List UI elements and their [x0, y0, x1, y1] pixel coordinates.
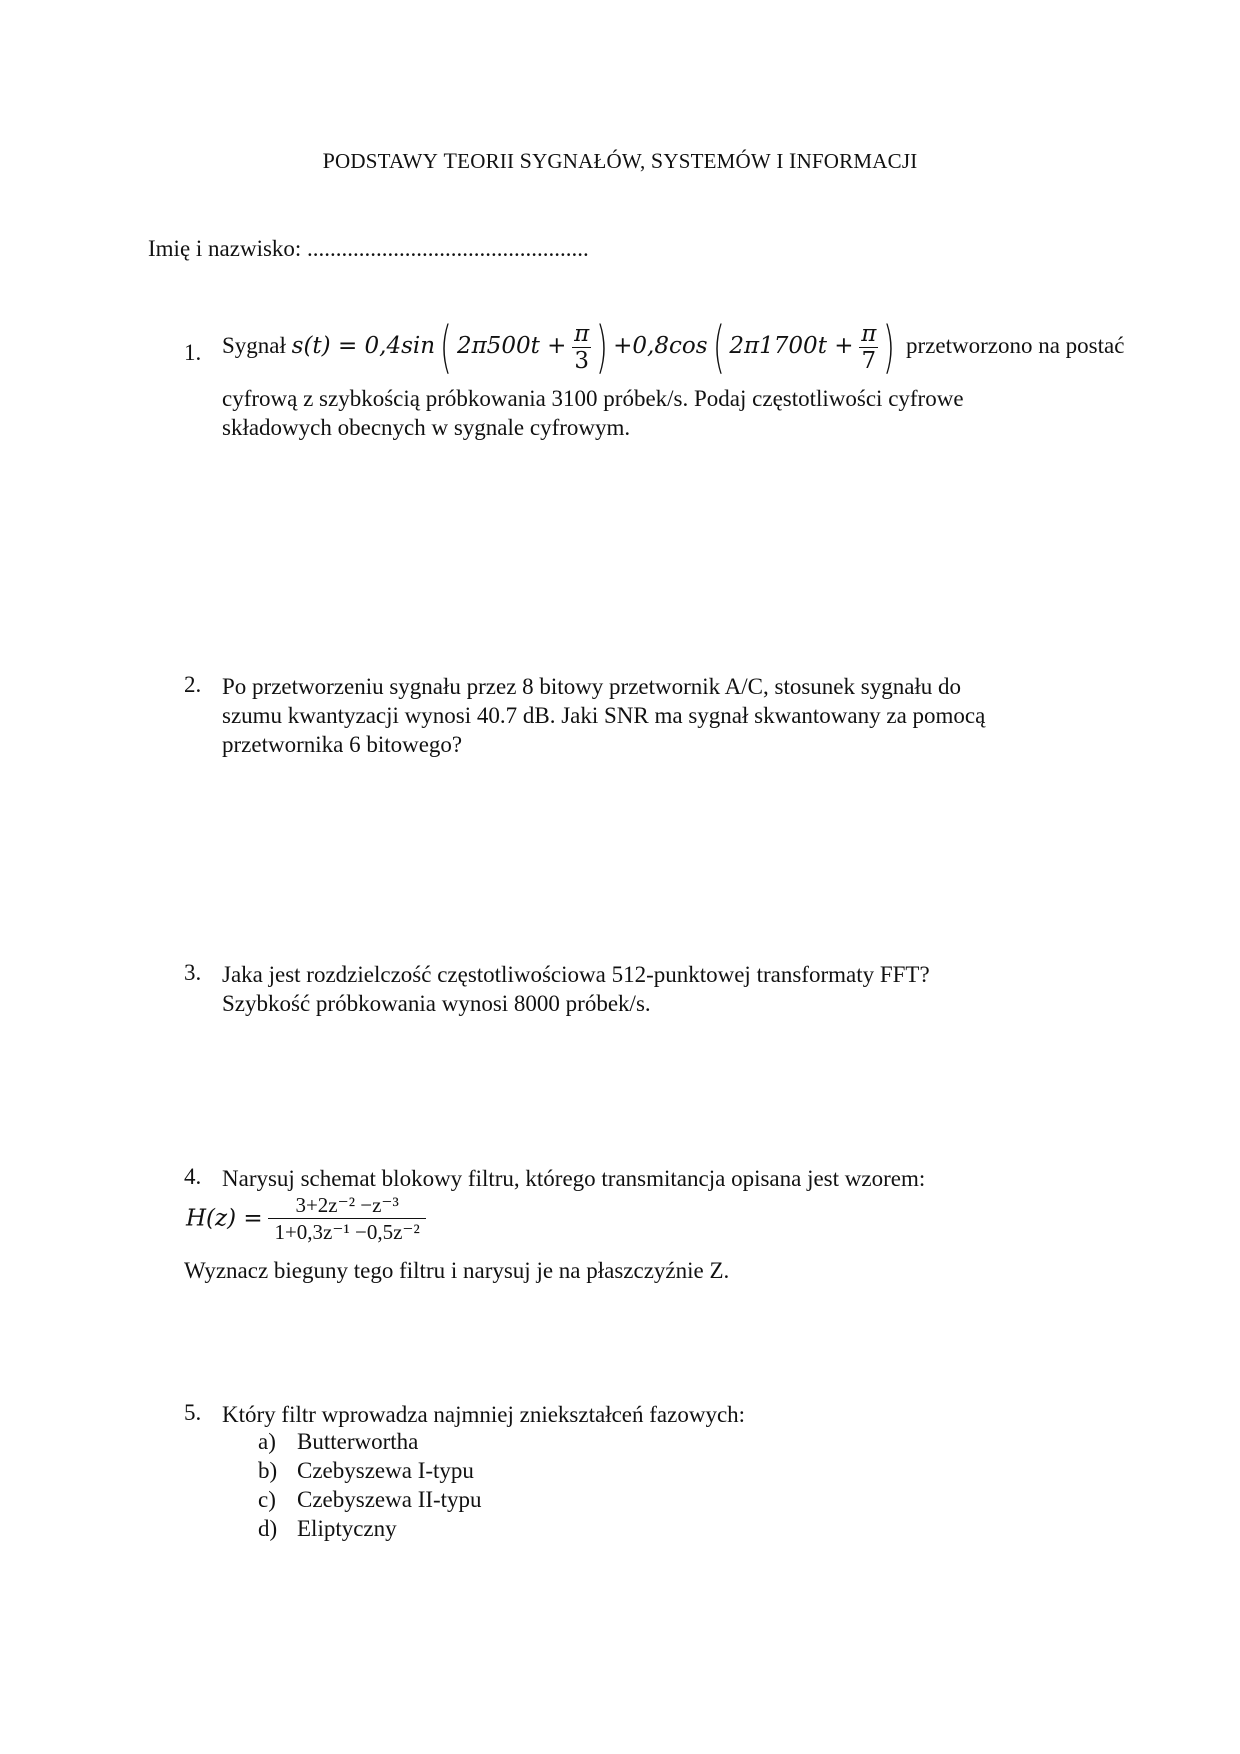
option-letter: d): [258, 1516, 278, 1541]
option-letter: a): [258, 1429, 276, 1454]
question-number: 3.: [184, 960, 202, 985]
title-conjunction: I: [776, 149, 784, 173]
paren-open-icon: (: [439, 314, 453, 380]
question-text-line: Jaka jest rozdzielczość częstotliwościowa 512-punktowej transformaty FFT?: [222, 962, 930, 987]
name-field[interactable]: Imię i nazwisko: .................................................: [148, 236, 589, 261]
question-text-line: Wyznacz bieguny tego filtru i narysuj je na płaszczyźnie Z.: [184, 1258, 730, 1283]
option-letter: c): [258, 1487, 276, 1512]
question-text-line: Po przetworzeniu sygnału przez 8 bitowy przetwornik A/C, stosunek sygnału do: [222, 674, 962, 699]
formula-cos-term: +0,8cos: [613, 333, 708, 359]
question-text-line: przetwornika 6 bitowego?: [222, 732, 463, 757]
option-text: Eliptyczny: [297, 1516, 397, 1541]
title-word: NFORMACJI: [796, 149, 918, 173]
question-text-line: Narysuj schemat blokowy filtru, którego transmitancja opisana jest wzorem:: [222, 1166, 926, 1191]
paren-close-icon: ): [596, 314, 609, 380]
transfer-function: [186, 1192, 426, 1245]
option-text: Czebyszewa II-typu: [297, 1487, 482, 1512]
transfer-function-fraction: [268, 1192, 425, 1245]
question-lead-text: Sygnał: [222, 333, 286, 358]
title-word: EORII: [457, 149, 515, 173]
title-initial: S: [519, 148, 533, 173]
question-1-formula-line: [222, 314, 1125, 380]
question-number: 1.: [184, 340, 202, 365]
title-initial: T: [443, 148, 458, 173]
question-number: 2.: [184, 672, 202, 697]
fraction-denominator: 7: [861, 348, 877, 375]
transfer-function-lhs: H(z) =: [186, 1205, 263, 1232]
question-text-line: składowych obecnych w sygnale cyfrowym.: [222, 415, 631, 440]
paren-open-icon: (: [712, 314, 725, 380]
fraction-denominator: 1+0,3z⁻¹ −0,5z⁻²: [274, 1220, 420, 1244]
fraction-pi-3: [572, 321, 591, 374]
formula-signal: s(t) = 0,4sin: [291, 333, 436, 359]
title-word: ODSTAWY: [335, 149, 439, 173]
option-text: Butterwortha: [297, 1429, 419, 1454]
title-word: YSTEMÓW: [663, 149, 771, 173]
option-text: Czebyszewa I-typu: [297, 1458, 474, 1483]
title-initial: P: [322, 148, 336, 173]
formula-argument-2: 2π1700t +: [729, 333, 854, 359]
fraction-numerator: 3+2z⁻² −z⁻³: [268, 1192, 425, 1219]
question-tail-text: przetworzono na postać: [906, 333, 1125, 358]
title-initial: I: [789, 148, 797, 173]
question-text-line: Szybkość próbkowania wynosi 8000 próbek/s.: [222, 991, 651, 1016]
option-letter: b): [258, 1458, 278, 1483]
question-text-line: cyfrową z szybkością próbkowania 3100 próbek/s. Podaj częstotliwości cyfrowe: [222, 386, 964, 411]
question-number: 5.: [184, 1400, 202, 1425]
question-text-line: szumu kwantyzacji wynosi 40.7 dB. Jaki SNR ma sygnał skwantowany za pomocą: [222, 703, 986, 728]
question-number: 4.: [184, 1164, 202, 1189]
question-text-line: Który filtr wprowadza najmniej zniekształceń fazowych:: [222, 1402, 746, 1427]
fraction-pi-7: [859, 321, 878, 374]
fraction-numerator: π: [861, 321, 877, 348]
fraction-numerator: π: [574, 321, 590, 348]
fraction-denominator: 3: [574, 348, 590, 375]
page-title: [0, 148, 1240, 174]
title-word: YGNAŁÓW,: [532, 149, 646, 173]
formula-argument-1: 2π500t +: [456, 333, 567, 359]
title-initial: S: [650, 148, 664, 173]
paren-close-icon: ): [883, 314, 896, 380]
